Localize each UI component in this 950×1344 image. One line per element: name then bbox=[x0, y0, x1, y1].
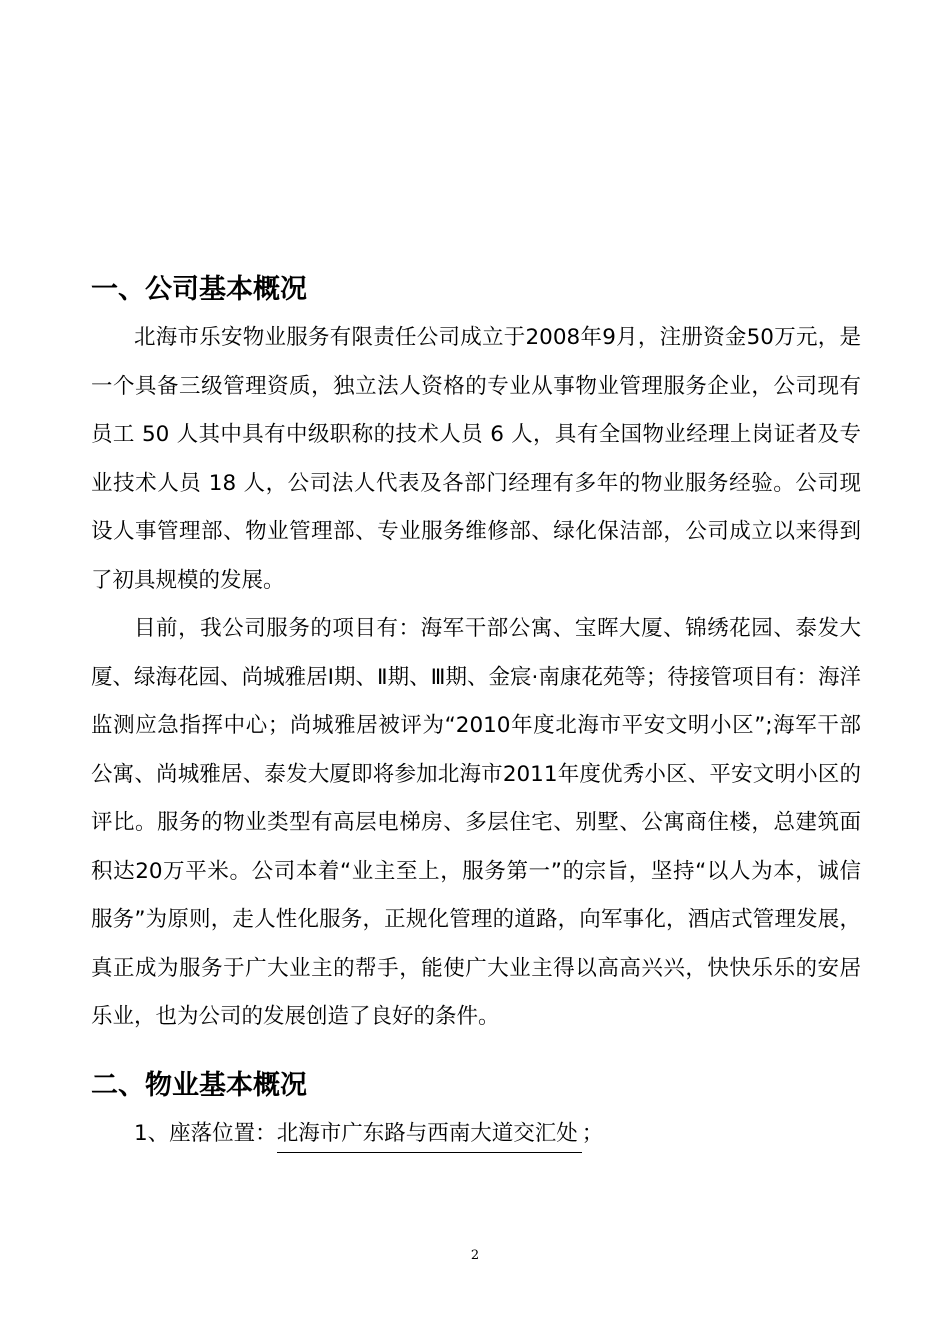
section-spacer bbox=[91, 1042, 861, 1062]
page-number: 2 bbox=[470, 1248, 480, 1263]
section-heading-company-overview: 一、公司基本概况 bbox=[91, 274, 307, 305]
item-suffix: ； bbox=[581, 1120, 604, 1146]
section-heading-property-overview: 二、物业基本概况 bbox=[91, 1069, 307, 1101]
paragraph-company-projects: 目前，我公司服务的项目有：海军干部公寓、宝晖大厦、锦绣花园、泰发大厦、绿海花园、尚城雅居Ⅰ期、Ⅱ期、Ⅲ期、金宸·南康花苑等；待接管项目有：海洋监测应急指挥中心；尚城雅居被评为“2010年度北海市平安文明小区”;海军干部公寓、尚城雅居、泰发大厦即将参加北海市2011年度优秀小区、平安文明小区的评比。服务的物业类型有高层电梯房、多层住宅、别墅、公寓商住楼，总建筑面积达20万平米。公司本着“业主至上，服务第一”的宗旨，坚持“以人为本，诚信服务”为原则，走人性化服务，正规化管理的道路，向军事化，酒店式管理发展，真正成为服务于广大业主的帮手，能使广大业主得以高高兴兴，快快乐乐的安居乐业，也为公司的发展创造了良好的条件。 bbox=[91, 616, 861, 1029]
item-label: 1、座落位置： bbox=[134, 1120, 277, 1146]
document-body bbox=[91, 266, 861, 1158]
paragraph-company-intro: 北海市乐安物业服务有限责任公司成立于2008年9月，注册资金50万元，是一个具备三级管理资质，独立法人资格的专业从事物业管理服务企业，公司现有员工 50 人其中具有中级职称的技术人员 6 人，具有全国物业经理上岗证者及专业技术人员 18 人，公司法人代表及各部门经理有多年的物业服务经验。公司现设人事管理部、物业管理部、专业服务维修部、绿化保洁部，公司成立以来得到了初具规模的发展。 bbox=[91, 325, 861, 593]
item-value-underlined: 北海市广东路与西南大道交汇处 bbox=[277, 1116, 582, 1153]
list-item-location bbox=[91, 1110, 861, 1158]
